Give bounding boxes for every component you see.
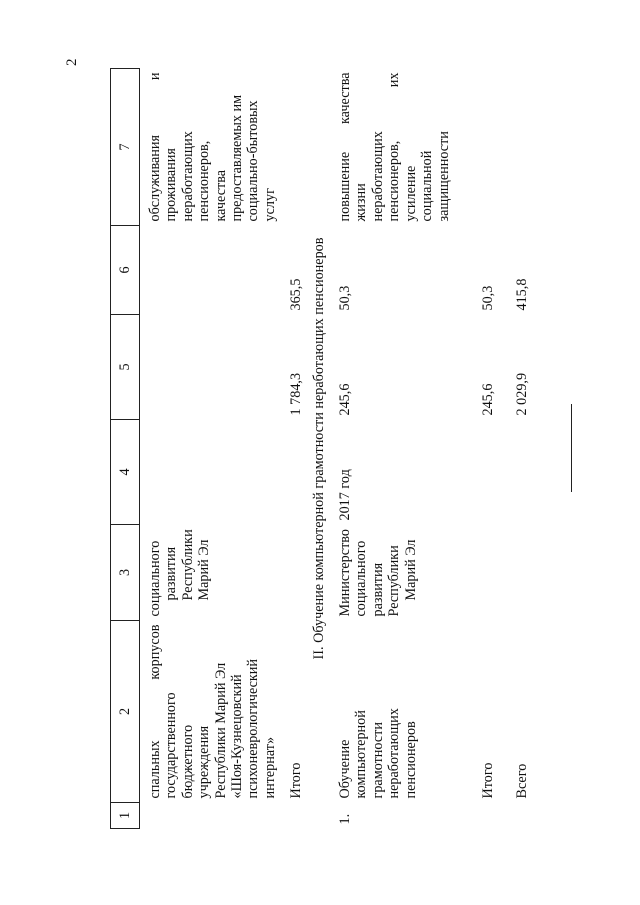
- line: Марий Эл: [196, 539, 213, 601]
- line: социального: [147, 540, 163, 617]
- row-number: 1.: [337, 813, 354, 825]
- line: пенсионеров: [402, 721, 419, 799]
- end-of-document-line: [571, 404, 572, 492]
- line: предоставляемых им: [229, 94, 246, 222]
- line: усиление: [402, 165, 419, 222]
- header-col-6: 6: [111, 226, 140, 315]
- line: интернат»: [261, 736, 278, 799]
- line: качества: [212, 170, 229, 222]
- cell-executor: [140, 525, 279, 621]
- table-row: [140, 69, 279, 829]
- cell-period: 2017 год: [337, 469, 354, 521]
- header-col-5: 5: [111, 315, 140, 420]
- line: Республики Марий Эл: [212, 662, 229, 799]
- line: государственного: [163, 692, 180, 799]
- line: развития: [163, 546, 180, 601]
- line: неработающих: [369, 131, 386, 222]
- line: повышение качества: [337, 72, 354, 222]
- line: компьютерной: [353, 710, 370, 799]
- line: Обучение: [337, 739, 354, 799]
- cell-description: [333, 621, 452, 803]
- line: спальных корпусов: [147, 624, 163, 799]
- line: социального: [353, 540, 370, 617]
- cell-result: [333, 69, 452, 226]
- cell-description: [140, 621, 279, 803]
- subtotal-col6: 50,3: [479, 285, 496, 311]
- subtotal-col5: 245,6: [479, 383, 496, 416]
- table-row: [333, 69, 452, 829]
- total-col6: 415,8: [514, 278, 531, 311]
- line: бюджетного: [179, 724, 196, 799]
- header-col-1: 1: [111, 803, 140, 829]
- line: социальной: [419, 150, 436, 222]
- cell-col6: 50,3: [337, 285, 354, 311]
- line: психоневрологический: [245, 659, 262, 799]
- line: услуг: [261, 188, 278, 222]
- line: обслуживания и: [147, 72, 163, 222]
- subtotal-col6: 365,5: [288, 278, 305, 311]
- cell-col5: 245,6: [337, 383, 354, 416]
- line: учреждения: [196, 725, 213, 799]
- section-title: II. Обучение компьютерной грамотности неработающих пенсионеров: [310, 237, 327, 660]
- line: социально-бытовых: [245, 100, 262, 222]
- header-col-3: 3: [111, 525, 140, 621]
- subtotal-label: Итого: [288, 762, 305, 799]
- cell-executor: [333, 525, 452, 621]
- total-label: Всего: [514, 763, 531, 799]
- cell-result: [140, 69, 279, 226]
- total-col5: 2 029,9: [514, 372, 531, 416]
- line: развития: [369, 562, 386, 617]
- line: пенсионеров,: [196, 140, 213, 222]
- line: Министерство: [337, 529, 354, 617]
- rotated-table-container: [110, 69, 530, 829]
- header-col-4: 4: [111, 420, 140, 525]
- subtotal-label: Итого: [479, 762, 496, 799]
- line: проживания: [163, 148, 180, 222]
- line: Республики: [179, 529, 196, 601]
- header-col-7: 7: [111, 69, 140, 226]
- line: пенсионеров, их: [386, 72, 403, 222]
- line: неработающих: [179, 131, 196, 222]
- table-row-subtotal: [278, 69, 304, 829]
- table-row-subtotal: [452, 69, 496, 829]
- subtotal-col5: 1 784,3: [288, 372, 305, 416]
- line: Республики: [386, 545, 403, 617]
- line: грамотности: [369, 722, 386, 799]
- budget-table: [110, 68, 531, 829]
- header-col-2: 2: [111, 621, 140, 803]
- line: «Шоя-Кузнецовский: [229, 674, 246, 799]
- line: защищенности: [435, 131, 452, 222]
- line: жизни: [353, 183, 370, 222]
- page-number: 2: [64, 58, 80, 66]
- table-header-row: [111, 69, 140, 829]
- table-row-total: [496, 69, 530, 829]
- line: Марий Эл: [402, 539, 419, 601]
- section-heading-row: [305, 69, 333, 829]
- line: неработающих: [386, 708, 403, 799]
